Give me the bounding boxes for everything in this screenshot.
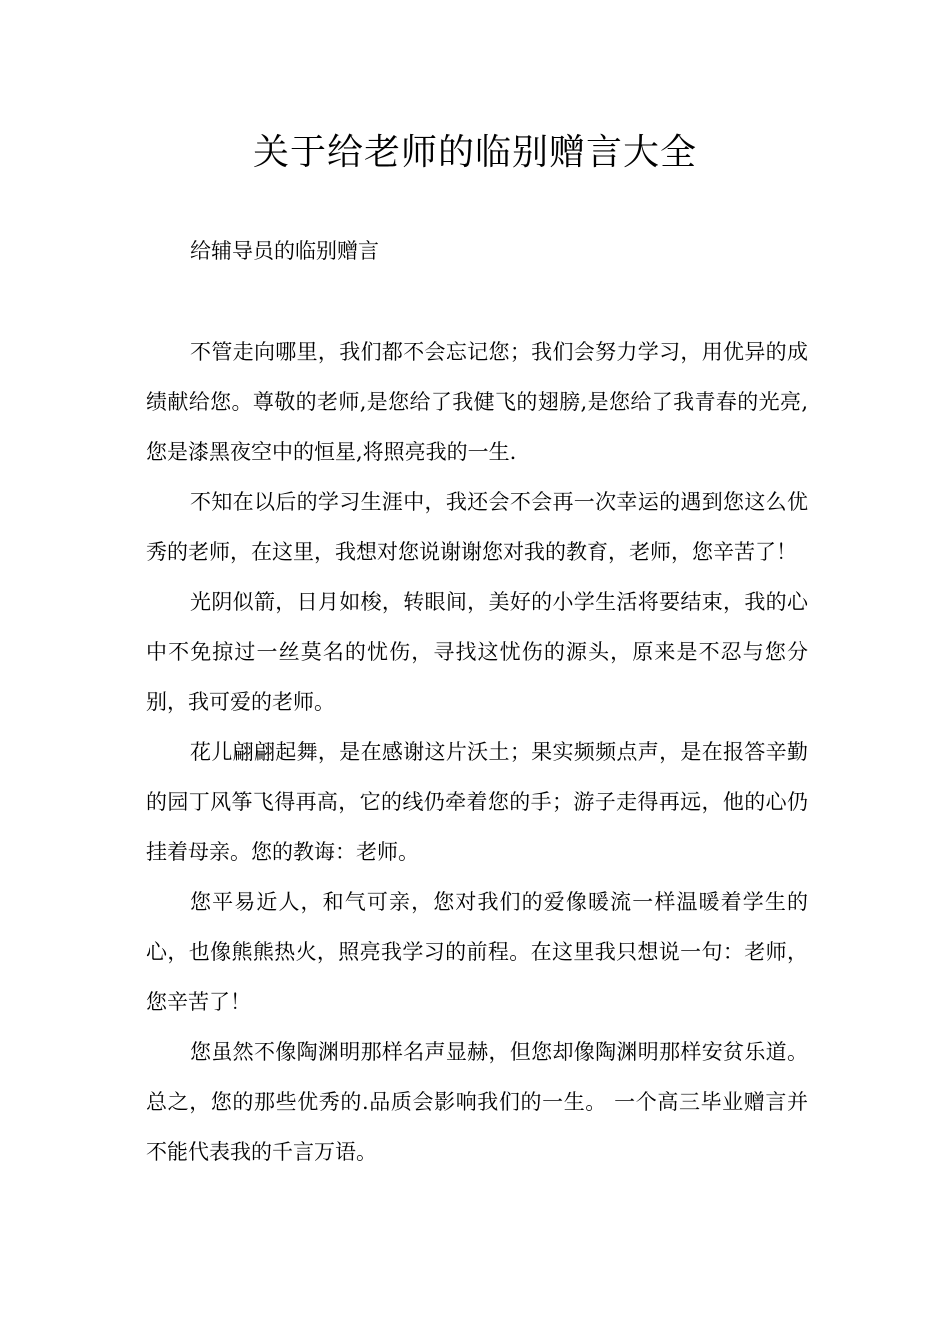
paragraph: 您平易近人，和气可亲，您对我们的爱像暖流一样温暖着学生的心，也像熊熊热火，照亮我学习的前程。在这里我只想说一句：老师，您辛苦了！: [146, 890, 808, 1014]
paragraph: 您虽然不像陶渊明那样名声显赫，但您却像陶渊明那样安贫乐道。总之，您的那些优秀的.品质会影响我们的一生。 一个高三毕业赠言并不能代表我的千言万语。: [146, 1040, 808, 1164]
paragraph: 花儿翩翩起舞，是在感谢这片沃土；果实频频点声，是在报答辛勤的园丁风筝飞得再高，它的线仍牵着您的手；游子走得再远，他的心仍挂着母亲。您的教诲：老师。: [146, 740, 808, 864]
document-title: 关于给老师的临别赠言大全: [252, 132, 697, 173]
document-body: [146, 327, 808, 1177]
paragraph: 不知在以后的学习生涯中，我还会不会再一次幸运的遇到您这么优秀的老师，在这里，我想对您说谢谢您对我的教育，老师，您辛苦了！: [146, 490, 808, 564]
paragraph: 不管走向哪里，我们都不会忘记您；我们会努力学习，用优异的成绩献给您。尊敬的老师,是您给了我健飞的翅膀,是您给了我青春的光亮,您是漆黑夜空中的恒星,将照亮我的一生.: [146, 340, 808, 464]
paragraph: 光阴似箭，日月如梭，转眼间，美好的小学生活将要结束，我的心中不免掠过一丝莫名的忧伤，寻找这忧伤的源头，原来是不忍与您分别，我可爱的老师。: [146, 590, 808, 714]
section-heading: 给辅导员的临别赠言: [190, 239, 379, 263]
